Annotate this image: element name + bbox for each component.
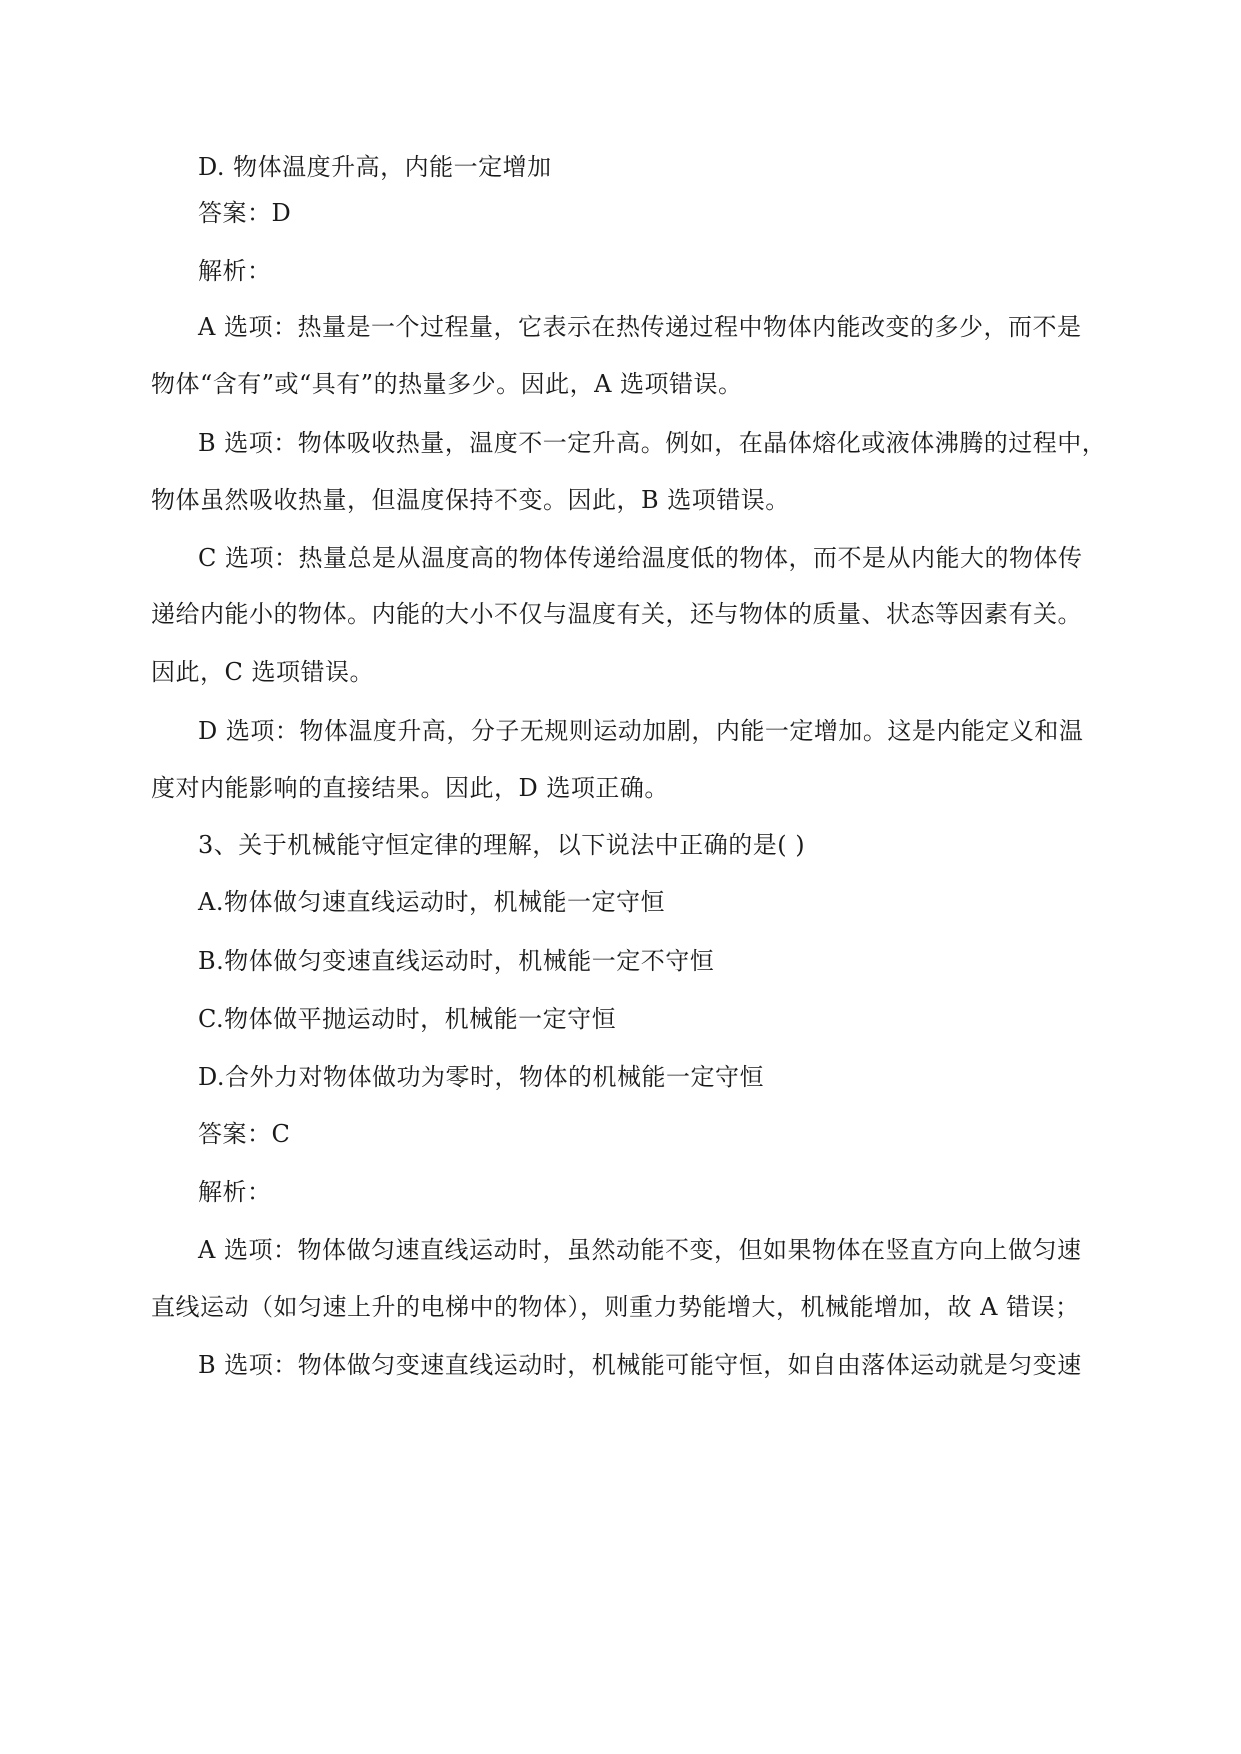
paragraph-line: C 选项：热量总是从温度高的物体传递给温度低的物体，而不是从内能大的物体传: [198, 544, 1083, 572]
paragraph-line: 因此，C 选项错误。: [151, 658, 374, 686]
paragraph-line: D 选项：物体温度升高，分子无规则运动加剧，内能一定增加。这是内能定义和温: [198, 717, 1084, 745]
paragraph-line: B 选项：物体做匀变速直线运动时，机械能可能守恒，如自由落体运动就是匀变速: [198, 1351, 1082, 1379]
analysis-heading: 解析：: [198, 257, 272, 285]
paragraph-line: 递给内能小的物体。内能的大小不仅与温度有关，还与物体的质量、状态等因素有关。: [151, 600, 1082, 628]
paragraph-line: 度对内能影响的直接结果。因此，D 选项正确。: [151, 774, 669, 802]
answer-line: 答案：C: [198, 1120, 291, 1148]
analysis-heading: 解析：: [198, 1178, 272, 1206]
paragraph-line: 物体“含有”或“具有”的热量多少。因此，A 选项错误。: [151, 370, 743, 398]
paragraph-line: A 选项：热量是一个过程量，它表示在热传递过程中物体内能改变的多少，而不是: [198, 313, 1082, 341]
paragraph-line: 物体虽然吸收热量，但温度保持不变。因此，B 选项错误。: [151, 486, 790, 514]
option-d-line: D. 物体温度升高，内能一定增加: [198, 153, 552, 181]
option-a-line: A.物体做匀速直线运动时，机械能一定守恒: [198, 888, 665, 916]
option-b-line: B.物体做匀变速直线运动时，机械能一定不守恒: [198, 947, 715, 975]
option-c-line: C.物体做平抛运动时，机械能一定守恒: [198, 1005, 617, 1033]
answer-line: 答案：D: [198, 199, 292, 227]
paragraph-line: 直线运动（如匀速上升的电梯中的物体），则重力势能增大，机械能增加，故 A 错误；: [151, 1293, 1080, 1321]
option-d-line: D.合外力对物体做功为零时，物体的机械能一定守恒: [198, 1063, 765, 1091]
paragraph-line: A 选项：物体做匀速直线运动时，虽然动能不变，但如果物体在竖直方向上做匀速: [198, 1236, 1082, 1264]
question-line: 3、关于机械能守恒定律的理解，以下说法中正确的是( ): [198, 831, 806, 859]
paragraph-line: B 选项：物体吸收热量，温度不一定升高。例如，在晶体熔化或液体沸腾的过程中，: [198, 429, 1107, 457]
